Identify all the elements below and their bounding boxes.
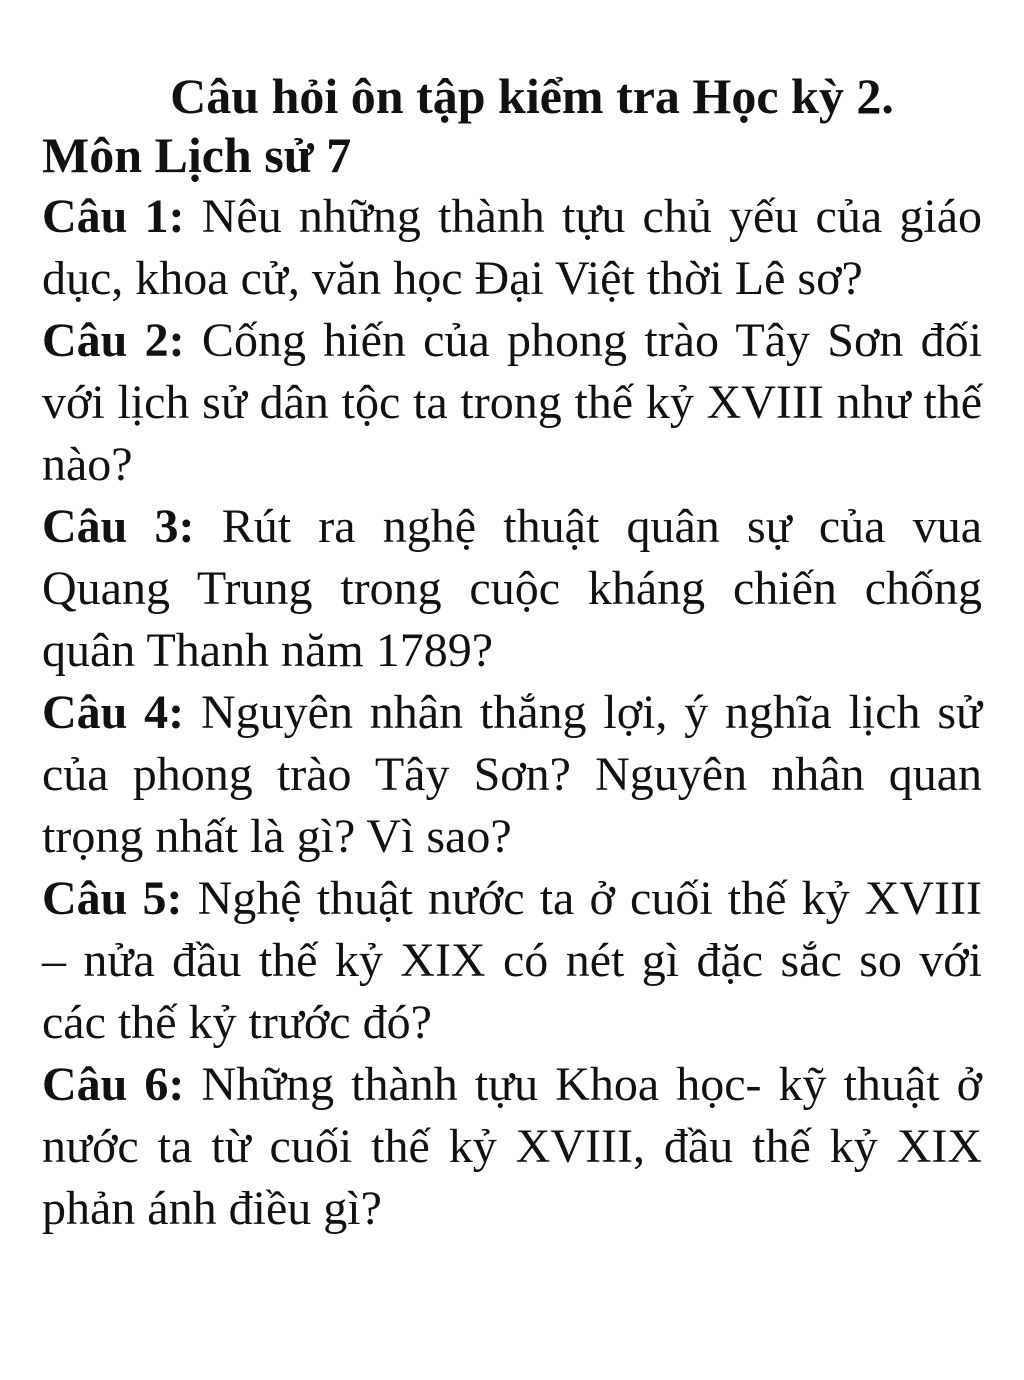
question-5 bbox=[42, 868, 982, 1054]
question-label: Câu 1: bbox=[42, 190, 185, 243]
question-label: Câu 3: bbox=[42, 500, 195, 553]
question-6 bbox=[42, 1054, 982, 1240]
question-label: Câu 4: bbox=[42, 686, 185, 739]
question-3 bbox=[42, 496, 982, 682]
subject-heading: Môn Lịch sử 7 bbox=[42, 127, 352, 183]
question-2 bbox=[42, 310, 982, 496]
question-text: Nêu những thành tựu chủ yếu của giáo dục, khoa cử, văn học Đại Việt thời Lê sơ? bbox=[42, 190, 982, 305]
document-title: Câu hỏi ôn tập kiểm tra Học kỳ 2. bbox=[170, 68, 894, 124]
question-text: Nghệ thuật nước ta ở cuối thế kỷ XVIII – nửa đầu thế kỷ XIX có nét gì đặc sắc so với các thế kỷ trước đó? bbox=[42, 872, 983, 1049]
question-1 bbox=[42, 186, 982, 310]
question-label: Câu 2: bbox=[42, 314, 185, 367]
question-label: Câu 5: bbox=[42, 872, 183, 925]
question-text: Nguyên nhân thắng lợi, ý nghĩa lịch sử của phong trào Tây Sơn? Nguyên nhân quan trọng nhất là gì? Vì sao? bbox=[42, 686, 983, 863]
question-text: Những thành tựu Khoa học- kỹ thuật ở nước ta từ cuối thế kỷ XVIII, đầu thế kỷ XIX phản ánh điều gì? bbox=[42, 1058, 982, 1235]
question-label: Câu 6: bbox=[42, 1058, 185, 1111]
question-list bbox=[42, 186, 982, 1240]
question-text: Rút ra nghệ thuật quân sự của vua Quang Trung trong cuộc kháng chiến chống quân Thanh năm 1789? bbox=[42, 500, 982, 677]
question-text: Cống hiến của phong trào Tây Sơn đối với lịch sử dân tộc ta trong thế kỷ XVIII như thế nào? bbox=[42, 314, 983, 491]
question-4 bbox=[42, 682, 982, 868]
